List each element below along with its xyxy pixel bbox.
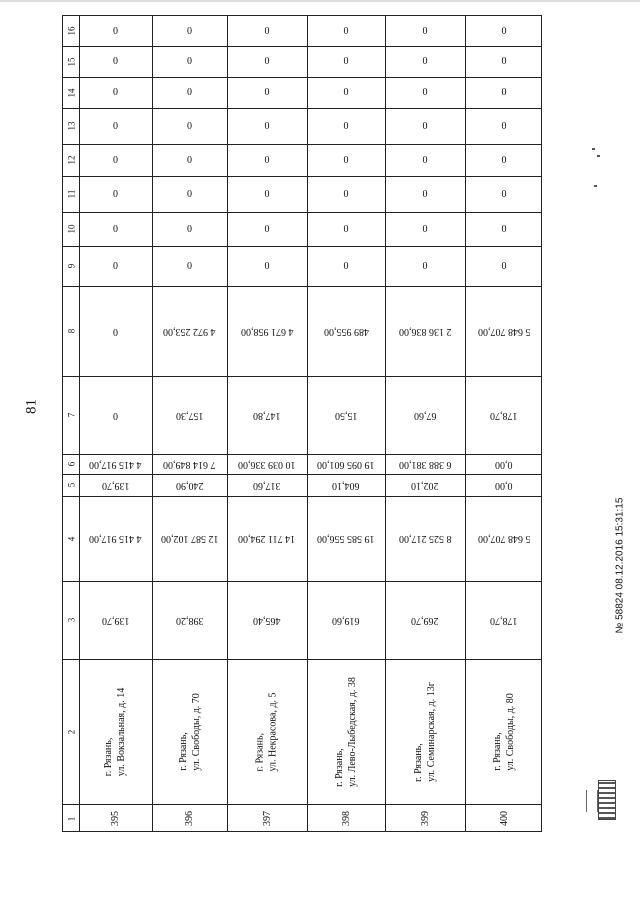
cell-value: 14 711 294,00 <box>238 533 296 544</box>
table-cell-row3-col1 <box>227 804 307 833</box>
address-city: г. Рязань, <box>413 742 424 782</box>
table-cell-row1-col10 <box>79 212 152 246</box>
address-text <box>333 677 359 787</box>
table-cell-row6-col14 <box>465 77 543 108</box>
table-cell-row4-col5 <box>307 474 385 496</box>
cell-value: 0 <box>113 56 118 67</box>
cell-value: 0 <box>187 188 192 200</box>
table-cell-row3-col6 <box>227 454 307 474</box>
scan-speck-icon <box>592 148 595 150</box>
table-cell-row5-col3 <box>385 581 465 659</box>
table-cell-row4-col6 <box>307 454 385 474</box>
cell-value: 0 <box>422 120 428 132</box>
table-cell-row2-col8 <box>152 286 227 376</box>
cell-value: 178,70 <box>490 409 518 421</box>
table-cell-row2-col3 <box>152 581 227 659</box>
cell-value: 0 <box>264 223 270 235</box>
cell-value: 0 <box>343 260 349 272</box>
column-header-label: 8 <box>66 328 76 334</box>
table-cell-row6-col11 <box>465 176 543 212</box>
column-header-label: 4 <box>66 536 76 541</box>
table-cell-row6-col5 <box>465 474 543 496</box>
row-number: 397 <box>261 811 273 826</box>
table-cell-row1-col2 <box>79 659 152 804</box>
table-cell-row4-col2 <box>307 659 385 804</box>
column-header-label: 3 <box>66 617 76 623</box>
address-city: г. Рязань, <box>334 747 345 787</box>
registration-stamp-text: № 58824 08.12.2016 15:31:15 <box>614 497 626 634</box>
table-cell-row2-col2 <box>152 659 227 804</box>
cell-value: 0 <box>343 154 349 166</box>
cell-value: 0 <box>422 188 428 200</box>
table-cell-row3-col9 <box>227 246 307 286</box>
column-header-7 <box>63 376 79 454</box>
page-number: 81 <box>23 399 40 414</box>
row-number: 400 <box>498 811 510 826</box>
cell-value: 0 <box>113 188 118 200</box>
scan-speck-icon <box>594 185 597 187</box>
address-text <box>177 693 203 771</box>
cell-value: 0 <box>187 120 192 132</box>
table-cell-row4-col15 <box>307 46 385 77</box>
column-header-label: 2 <box>66 729 76 734</box>
cell-value: 0 <box>113 260 118 272</box>
column-header-10 <box>63 212 79 246</box>
column-header-label: 16 <box>66 26 76 36</box>
address-text <box>491 693 517 771</box>
column-header-label: 10 <box>66 224 76 234</box>
address-street: ул. Некрасова, д. 5 <box>268 691 279 772</box>
table-cell-row2-col5 <box>152 474 227 496</box>
table-cell-row4-col12 <box>307 144 385 176</box>
table-cell-row5-col9 <box>385 246 465 286</box>
cell-value: 0 <box>422 223 428 235</box>
table-cell-row1-col6 <box>79 454 152 474</box>
table-cell-row4-col14 <box>307 77 385 108</box>
table-cell-row2-col13 <box>152 108 227 144</box>
table-cell-row2-col15 <box>152 46 227 77</box>
column-header-label: 12 <box>66 155 76 165</box>
cell-value: 5 648 707,00 <box>477 325 531 337</box>
table-cell-row1-col5 <box>79 474 152 496</box>
address-city: г. Рязань, <box>177 731 189 771</box>
cell-value: 10 039 336,00 <box>238 458 296 470</box>
column-header-label: 5 <box>66 482 76 488</box>
seal-label-icon <box>586 790 598 812</box>
address-city: г. Рязань, <box>491 731 503 771</box>
table-cell-row3-col11 <box>227 176 307 212</box>
cell-value: 139,70 <box>101 479 130 491</box>
table-cell-row2-col9 <box>152 246 227 286</box>
address-text <box>412 682 438 782</box>
table-cell-row5-col7 <box>385 376 465 454</box>
cell-value: 0 <box>422 154 428 166</box>
cell-value: 0 <box>501 120 507 132</box>
cell-value: 0 <box>113 25 118 37</box>
cell-value: 0 <box>501 260 507 272</box>
table-cell-row2-col10 <box>152 212 227 246</box>
scan-speck-icon <box>597 155 600 157</box>
table-cell-row5-col4 <box>385 496 465 581</box>
table-cell-row5-col8 <box>385 286 465 376</box>
cell-value: 0 <box>187 56 192 67</box>
table-cell-row3-col14 <box>227 77 307 108</box>
cell-value: 4 671 958,00 <box>240 325 294 337</box>
cell-value: 0 <box>187 154 192 166</box>
address-text <box>103 687 129 775</box>
column-header-9 <box>63 246 79 286</box>
table-cell-row6-col10 <box>465 212 543 246</box>
cell-value: 0 <box>113 325 118 337</box>
column-header-label: 7 <box>66 412 76 418</box>
table-cell-row1-col4 <box>79 496 152 581</box>
table-cell-row6-col9 <box>465 246 543 286</box>
column-header-5 <box>63 474 79 496</box>
table-cell-row3-col4 <box>227 496 307 581</box>
cell-value: 0 <box>501 56 507 67</box>
table-cell-row3-col10 <box>227 212 307 246</box>
cell-value: 178,70 <box>490 614 518 626</box>
column-header-label: 1 <box>66 816 76 821</box>
cell-value: 0 <box>264 25 270 37</box>
table-cell-row4-col11 <box>307 176 385 212</box>
cell-value: 489 955,00 <box>323 325 369 337</box>
column-header-label: 11 <box>65 189 76 199</box>
column-header-label: 9 <box>66 263 76 269</box>
cell-value: 0 <box>343 56 349 67</box>
barcode-seal-icon <box>598 780 616 820</box>
cell-value: 0 <box>113 409 118 421</box>
cell-value: 0 <box>264 188 270 200</box>
column-header-label: 14 <box>66 88 76 97</box>
table-cell-row2-col7 <box>152 376 227 454</box>
table-cell-row3-col16 <box>227 16 307 46</box>
cell-value: 0 <box>501 154 507 166</box>
table-cell-row5-col5 <box>385 474 465 496</box>
address-street: ул. Свободы, д. 70 <box>190 692 202 771</box>
table-cell-row3-col2 <box>227 659 307 804</box>
address-text <box>254 692 280 771</box>
table-cell-row4-col13 <box>307 108 385 144</box>
cell-value: 5 648 707,00 <box>477 533 531 544</box>
cell-value: 0 <box>343 223 349 235</box>
cell-value: 0 <box>501 87 507 98</box>
table-cell-row5-col11 <box>385 176 465 212</box>
cell-value: 0 <box>187 87 192 98</box>
cell-value: 4 415 917,00 <box>89 458 142 470</box>
cell-value: 0 <box>187 223 192 235</box>
cell-value: 0 <box>264 120 270 132</box>
cell-value: 0 <box>264 56 270 67</box>
column-header-16 <box>63 16 79 46</box>
cell-value: 0 <box>113 154 118 166</box>
row-number: 399 <box>419 811 431 826</box>
table-cell-row5-col13 <box>385 108 465 144</box>
table-cell-row1-col14 <box>79 77 152 108</box>
column-header-15 <box>63 46 79 77</box>
cell-value: 604,10 <box>332 479 360 491</box>
cell-value: 0 <box>422 56 428 67</box>
column-header-6 <box>63 454 79 474</box>
table-cell-row1-col16 <box>79 16 152 46</box>
table-cell-row3-col12 <box>227 144 307 176</box>
table-cell-row5-col16 <box>385 16 465 46</box>
table-cell-row6-col16 <box>465 16 543 46</box>
table-cell-row1-col15 <box>79 46 152 77</box>
cell-value: 0 <box>501 223 507 235</box>
column-header-13 <box>63 108 79 144</box>
table-cell-row2-col1 <box>152 804 227 833</box>
cell-value: 4 415 917,00 <box>89 533 142 544</box>
column-header-8 <box>63 286 79 376</box>
table-cell-row6-col7 <box>465 376 543 454</box>
table-cell-row1-col9 <box>79 246 152 286</box>
table-cell-row2-col4 <box>152 496 227 581</box>
cell-value: 0 <box>343 25 349 37</box>
table-cell-row5-col1 <box>385 804 465 833</box>
column-header-3 <box>63 581 79 659</box>
table-cell-row6-col12 <box>465 144 543 176</box>
address-street: ул. Вокзальная, д. 14 <box>116 687 128 776</box>
table-cell-row6-col4 <box>465 496 543 581</box>
table-cell-row5-col10 <box>385 212 465 246</box>
table-cell-row4-col1 <box>307 804 385 833</box>
table-cell-row1-col7 <box>79 376 152 454</box>
address-city: г. Рязань, <box>255 732 266 772</box>
table-cell-row1-col13 <box>79 108 152 144</box>
table-cell-row5-col2 <box>385 659 465 804</box>
data-table <box>62 15 542 832</box>
cell-value: 147,80 <box>253 409 281 421</box>
table-cell-row4-col7 <box>307 376 385 454</box>
table-cell-row4-col8 <box>307 286 385 376</box>
column-header-label: 13 <box>66 121 76 131</box>
table-cell-row1-col1 <box>79 804 152 833</box>
address-city: г. Рязань, <box>103 737 115 776</box>
cell-value: 0 <box>113 87 118 98</box>
cell-value: 0,00 <box>495 479 513 491</box>
column-header-4 <box>63 496 79 581</box>
table-cell-row2-col16 <box>152 16 227 46</box>
cell-value: 19 585 556,00 <box>317 533 375 544</box>
address-street: ул. Лево-Лыбедская, д. 38 <box>347 676 358 787</box>
column-header-2 <box>63 659 79 804</box>
cell-value: 8 525 217,00 <box>398 533 452 544</box>
table-cell-row5-col14 <box>385 77 465 108</box>
table-cell-row4-col10 <box>307 212 385 246</box>
cell-value: 202,10 <box>411 479 439 491</box>
table-cell-row6-col2 <box>465 659 543 804</box>
cell-value: 0 <box>343 120 349 132</box>
cell-value: 465,40 <box>253 614 281 626</box>
cell-value: 0 <box>422 25 428 37</box>
cell-value: 0 <box>187 260 192 272</box>
table-cell-row3-col3 <box>227 581 307 659</box>
cell-value: 269,70 <box>411 614 439 626</box>
table-cell-row5-col15 <box>385 46 465 77</box>
cell-value: 0 <box>343 87 349 98</box>
cell-value: 0 <box>501 25 507 37</box>
row-number: 398 <box>340 811 352 826</box>
column-header-11 <box>63 176 79 212</box>
table-cell-row1-col12 <box>79 144 152 176</box>
cell-value: 0 <box>501 188 507 200</box>
table-cell-row1-col8 <box>79 286 152 376</box>
cell-value: 0,00 <box>495 458 513 470</box>
column-header-label: 6 <box>66 461 76 467</box>
cell-value: 4 972 253,00 <box>163 325 216 337</box>
table-cell-row6-col8 <box>465 286 543 376</box>
cell-value: 0 <box>264 154 270 166</box>
cell-value: 0 <box>187 25 192 37</box>
table-cell-row3-col15 <box>227 46 307 77</box>
table-cell-row5-col12 <box>385 144 465 176</box>
table-cell-row2-col11 <box>152 176 227 212</box>
table-cell-row3-col7 <box>227 376 307 454</box>
row-number: 395 <box>110 811 121 826</box>
table-cell-row6-col15 <box>465 46 543 77</box>
table-cell-row1-col11 <box>79 176 152 212</box>
column-header-1 <box>63 804 79 833</box>
cell-value: 0 <box>264 87 270 98</box>
column-header-label: 15 <box>66 57 76 66</box>
table-cell-row4-col9 <box>307 246 385 286</box>
address-street: ул. Свободы, д. 80 <box>504 692 516 771</box>
cell-value: 0 <box>422 87 428 98</box>
column-header-14 <box>63 77 79 108</box>
cell-value: 619,60 <box>332 614 360 626</box>
cell-value: 67,60 <box>413 409 437 421</box>
cell-value: 157,30 <box>175 409 204 421</box>
table-cell-row4-col3 <box>307 581 385 659</box>
cell-value: 0 <box>422 260 428 272</box>
cell-value: 19 095 601,00 <box>317 458 375 470</box>
cell-value: 0 <box>113 120 118 132</box>
table-cell-row3-col8 <box>227 286 307 376</box>
cell-value: 7 614 849,00 <box>163 458 216 470</box>
cell-value: 6 388 381,00 <box>398 458 452 470</box>
table-cell-row2-col6 <box>152 454 227 474</box>
table-cell-row2-col14 <box>152 77 227 108</box>
column-header-12 <box>63 144 79 176</box>
table-cell-row6-col6 <box>465 454 543 474</box>
table-cell-row5-col6 <box>385 454 465 474</box>
cell-value: 240,90 <box>175 479 204 491</box>
table-cell-row2-col12 <box>152 144 227 176</box>
table-cell-row6-col1 <box>465 804 543 833</box>
table-cell-row4-col4 <box>307 496 385 581</box>
cell-value: 0 <box>343 188 349 200</box>
cell-value: 2 136 836,00 <box>398 325 452 337</box>
cell-value: 139,70 <box>101 614 130 626</box>
cell-value: 0 <box>113 223 118 235</box>
table-cell-row1-col3 <box>79 581 152 659</box>
cell-value: 12 587 102,00 <box>160 533 219 544</box>
table-cell-row4-col16 <box>307 16 385 46</box>
address-street: ул. Семинарская, д. 13г <box>426 681 437 782</box>
table-cell-row3-col5 <box>227 474 307 496</box>
cell-value: 15,50 <box>334 409 358 421</box>
scan-edge <box>0 0 640 2</box>
cell-value: 398,20 <box>175 614 204 626</box>
row-number: 396 <box>184 811 195 826</box>
table-cell-row6-col3 <box>465 581 543 659</box>
table-cell-row6-col13 <box>465 108 543 144</box>
cell-value: 0 <box>264 260 270 272</box>
cell-value: 317,60 <box>253 479 281 491</box>
table-cell-row3-col13 <box>227 108 307 144</box>
